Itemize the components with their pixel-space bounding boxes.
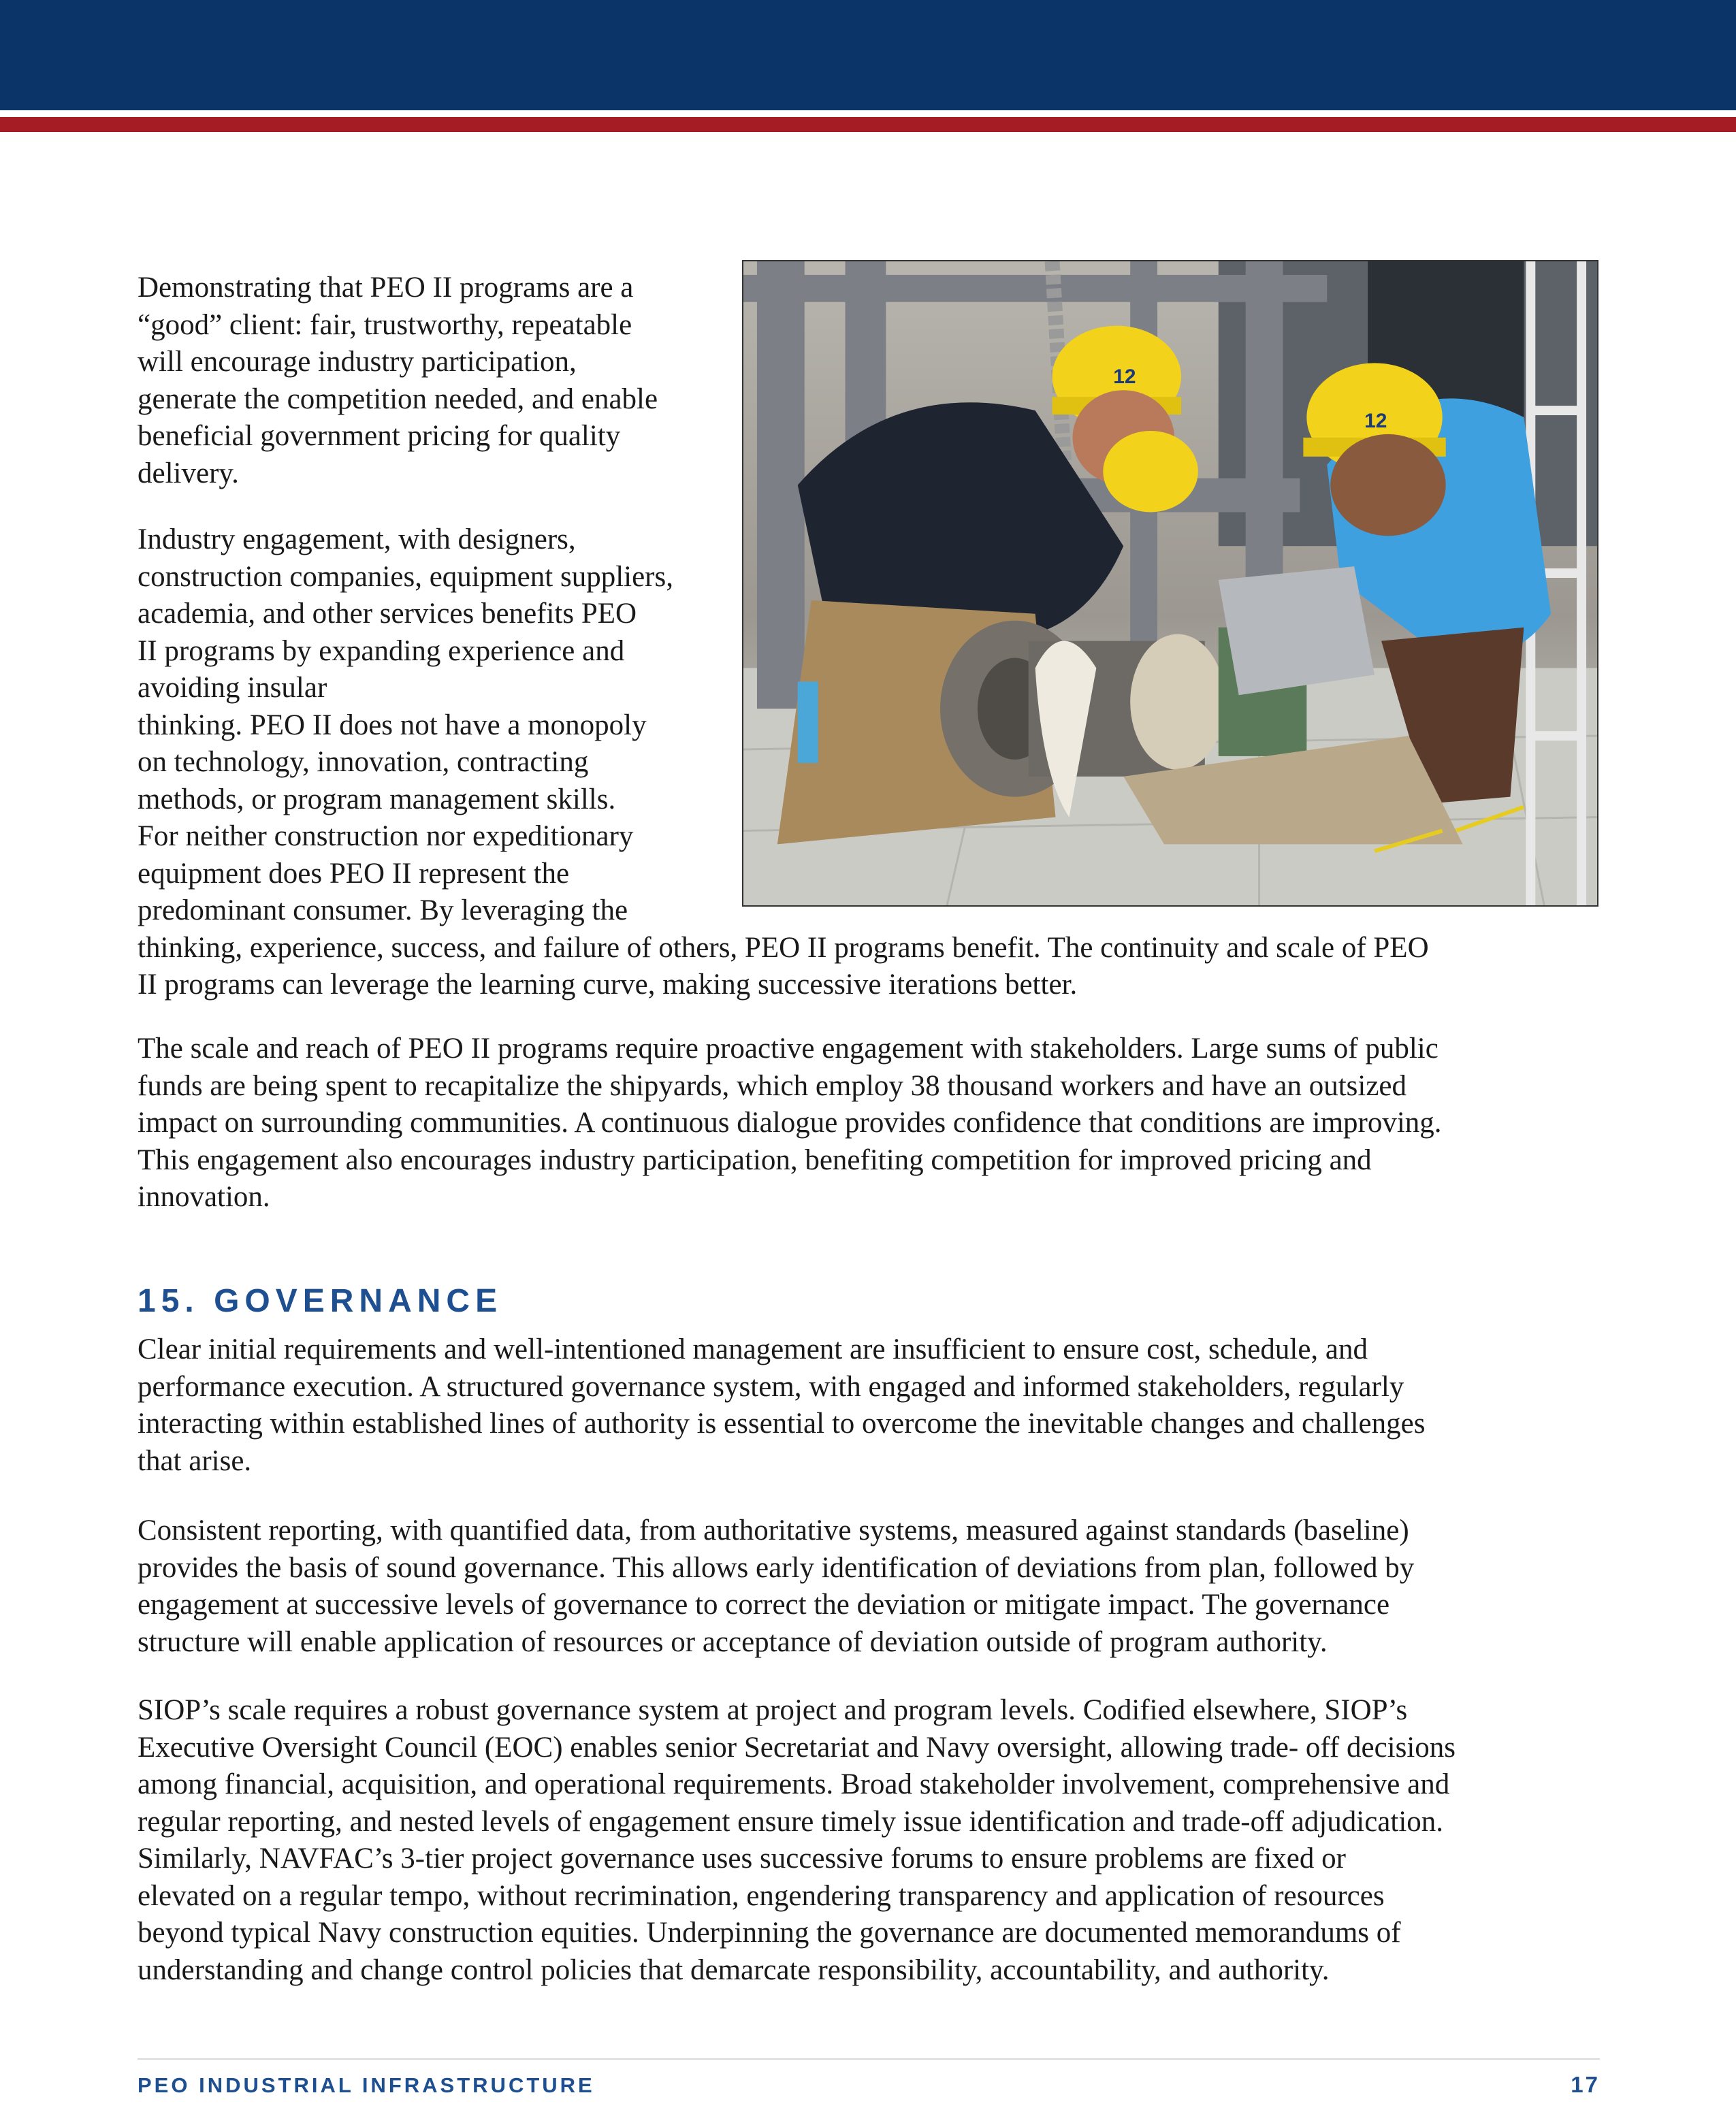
text-line: that arise. — [138, 1444, 252, 1477]
helmet-number-right: 12 — [1364, 409, 1387, 432]
text-line: construction companies, equipment suppliers, — [138, 560, 673, 593]
text-line: engagement at successive levels of governance to correct the deviation or mitigate impact. The governance — [138, 1589, 1390, 1621]
header-band — [0, 0, 1736, 110]
text-line: provides the basis of sound governance. This allows early identification of deviations from plan, followed by — [138, 1551, 1415, 1584]
text-line: among financial, acquisition, and operational requirements. Broad stakeholder involvement, comprehensive and — [138, 1768, 1450, 1800]
footer-title: PEO INDUSTRIAL INFRASTRUCTURE — [138, 2073, 595, 2097]
text-line: structure will enable application of resources or acceptance of deviation outside of program authority. — [138, 1625, 1328, 1658]
text-line: will encourage industry participation, — [138, 346, 577, 378]
text-line: Consistent reporting, with quantified data, from authoritative systems, measured against standards (baseline) — [138, 1514, 1409, 1546]
text-line: The scale and reach of PEO II programs require proactive engagement with stakeholders. Large sums of public — [138, 1033, 1438, 1065]
header-red-stripe — [0, 117, 1736, 132]
text-line: thinking, experience, success, and failure of others, PEO II programs benefit. The continuity and scale of PEO — [138, 931, 1429, 964]
text-line: “good” client: fair, trustworthy, repeatable — [138, 308, 632, 341]
text-line: on technology, innovation, contracting — [138, 746, 589, 778]
text-line: performance execution. A structured governance system, with engaged and informed stakeholders, regularly — [138, 1370, 1404, 1403]
text-line: predominant consumer. By leveraging the — [138, 894, 628, 926]
section-heading: 15. GOVERNANCE — [138, 1283, 503, 1319]
text-line: Industry engagement, with designers, — [138, 523, 576, 555]
text-line: methods, or program management skills. — [138, 783, 616, 815]
paragraph-client-trust — [138, 270, 1601, 492]
text-line: delivery. — [138, 457, 239, 489]
header-divider — [0, 110, 1736, 117]
text-line: impact on surrounding communities. A continuous dialogue provides confidence that conditions are improving. — [138, 1107, 1442, 1139]
text-line: regular reporting, and nested levels of engagement ensure timely issue identification and trade-off adjudication. — [138, 1805, 1444, 1838]
header-divider-lower — [0, 132, 1736, 139]
text-line: II programs can leverage the learning curve, making successive iterations better. — [138, 969, 1078, 1001]
text-line: interacting within established lines of authority is essential to overcome the inevitable changes and challenges — [138, 1408, 1426, 1440]
text-line: Clear initial requirements and well-intentioned management are insufficient to ensure cost, schedule, and — [138, 1333, 1368, 1365]
text-line: funds are being spent to recapitalize the shipyards, which employ 38 thousand workers and have an outsized — [138, 1069, 1407, 1102]
paragraph-stakeholder-engagement — [138, 1031, 1601, 1216]
text-line: This engagement also encourages industry participation, benefiting competition for improved pricing and — [138, 1144, 1372, 1176]
helmet-number-left: 12 — [1113, 366, 1136, 389]
text-line: Demonstrating that PEO II programs are a — [138, 272, 634, 304]
text-line: avoiding insular — [138, 672, 327, 704]
text-line: beyond typical Navy construction equities. Underpinning the governance are documented memorandums of — [138, 1917, 1401, 1949]
footer-divider — [138, 2058, 1600, 2060]
text-line: For neither construction nor expeditionary — [138, 820, 634, 852]
text-line: beneficial government pricing for quality — [138, 420, 621, 452]
text-line: generate the competition needed, and enable — [138, 383, 658, 415]
text-line: academia, and other services benefits PEO — [138, 598, 637, 630]
text-line: understanding and change control policies that demarcate responsibility, accountability, and authority. — [138, 1953, 1330, 1986]
paragraph-siop-governance — [138, 1692, 1601, 1989]
text-line: Similarly, NAVFAC’s 3-tier project governance uses successive forums to ensure problems are fixed or — [138, 1843, 1346, 1875]
text-line: II programs by expanding experience and — [138, 634, 625, 667]
text-line: thinking. PEO II does not have a monopoly — [138, 709, 647, 741]
text-line: Executive Oversight Council (EOC) enables senior Secretariat and Navy oversight, allowing trade- off decisions — [138, 1731, 1456, 1764]
paragraph-industry-engagement — [138, 521, 1601, 1004]
text-line: elevated on a regular tempo, without recrimination, engendering transparency and application of resources — [138, 1879, 1385, 1912]
paragraph-governance-intro — [138, 1331, 1601, 1480]
paragraph-consistent-reporting — [138, 1512, 1601, 1661]
page-number: 17 — [1571, 2072, 1600, 2097]
text-line: equipment does PEO II represent the — [138, 857, 570, 890]
text-line: innovation. — [138, 1181, 270, 1213]
text-line: SIOP’s scale requires a robust governance system at project and program levels. Codified elsewhere, SIOP’s — [138, 1694, 1408, 1726]
